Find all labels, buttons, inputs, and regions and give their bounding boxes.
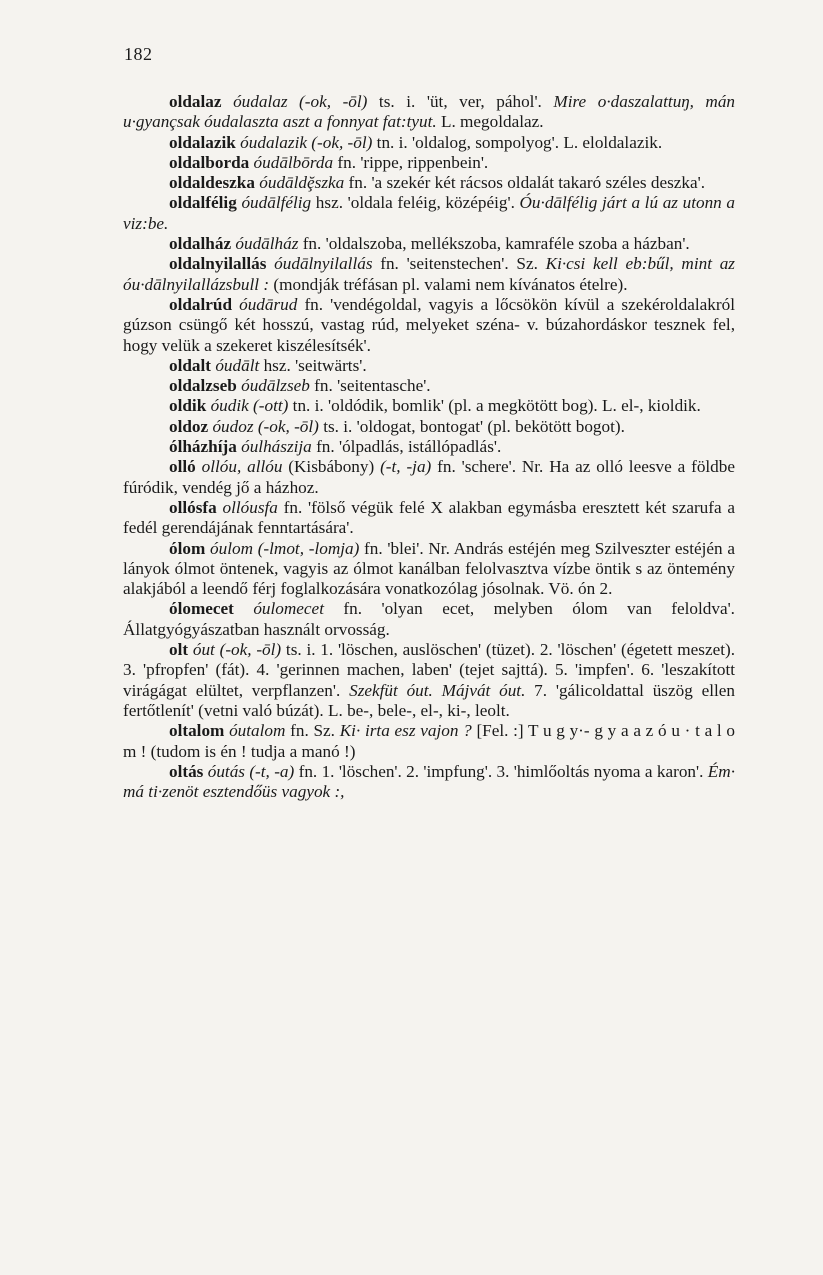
dictionary-entry (123, 640, 735, 721)
dictionary-entry (123, 417, 735, 437)
entry-definition: fn. 'oldalszoba, mellékszoba, kamraféle szoba a házban'. (298, 234, 690, 254)
entry-example: Mire o·daszalattuŋ, mán u·gyançsak óudalaszta aszt a fonnyat fat:tyut. (123, 92, 736, 132)
dictionary-entry (123, 234, 735, 254)
entry-example: Ém· má ti·zenöt esztendőüs vagyok :, (123, 761, 735, 802)
entry-definition: fn. 'rippe, rippenbein'. (333, 152, 489, 172)
dictionary-entry (123, 92, 735, 133)
entry-pronunciation: ollóu, allóu (195, 457, 283, 477)
dictionary-entry (123, 376, 735, 396)
entry-pronunciation: óudālbōrda (249, 152, 334, 172)
entry-headword: oldalaz (169, 92, 222, 111)
entry-pronunciation: óutás (-t, -a) (203, 761, 295, 781)
entry-definition: fn. 'blei'. Nr. András estéjén meg Szilveszter estéjén a lányok ólmot öntenek, vagyis az ólmot kanálban felolvasztva vízbe öntik s az öntemény alakjából a leendő férj foglalkozására vonatkozólag jósolnak. Vö. ón 2. (123, 538, 735, 599)
entry-definition: tn. i. 'oldódik, bomlik' (pl. a megkötött bog). L. el-, kioldik. (288, 396, 701, 416)
entry-headword: oldik (169, 396, 207, 416)
dictionary-entry (123, 173, 735, 193)
entry-headword: oltás (169, 761, 204, 781)
entry-pronunciation: óudālház (231, 234, 299, 254)
entry-definition: ts. i. 'oldogat, bontogat' (pl. bekötött bogot). (318, 416, 625, 436)
entry-pronunciation: óudālfélig (236, 193, 312, 213)
entry-definition: fn. 'vendégoldal, vagyis a lőcsökön kívül a szekéroldalakról gúzson csüngő két hosszú, vastag rúd, melyeket széna- v. búzahordáskor tesznek fel, hogy velük a szekeret kiszélesítsék'. (123, 294, 735, 355)
entry-pronunciation: óulhászija (236, 437, 312, 457)
dictionary-entry (123, 599, 735, 640)
entry-pronunciation: óulom (-lmot, -lomja) (205, 538, 360, 558)
entry-definition: tn. i. 'oldalog, sompolyog'. L. eloldalazik. (372, 132, 663, 152)
entry-headword: olló (169, 457, 196, 477)
entry-definition: fn. 'seitenstechen'. Sz. (372, 254, 546, 274)
dictionary-entry (123, 356, 735, 376)
entry-definition: hsz. 'seitwärts'. (259, 355, 367, 375)
entry-pronunciation: óutalom (224, 721, 286, 741)
entry-headword: oldoz (169, 416, 209, 436)
entry-headword: ólom (169, 538, 206, 558)
page-number: 182 (124, 44, 153, 64)
entry-note: [Fel. :] T u g y·- g y a a z ó u · t a l o m ! (tudom is én ! tudja a manó !) (123, 721, 735, 761)
dictionary-entry (123, 762, 735, 803)
entry-pronunciation: óudalaz (-ok, -ōl) (221, 92, 368, 111)
dictionary-entry (123, 396, 735, 416)
entry-definition: fn. 'ólpadlás, istállópadlás'. (311, 437, 502, 457)
entry-headword: oldalrúd (169, 294, 233, 314)
entry-example: (-t, -ja) (380, 457, 432, 477)
entry-example: Szekfüt óut. Májvát óut. (349, 680, 526, 700)
entry-headword: oldalnyilallás (169, 254, 267, 274)
entry-note: 7. 'gálicoldattal üszög ellen fertőtlenít' (vetni való búzát). L. be-, bele-, el-, ki-, leolt. (123, 680, 735, 720)
entry-pronunciation: óudik (-ott) (206, 396, 289, 416)
entry-definition: ts. i. 'üt, ver, páhol'. (367, 92, 554, 111)
dictionary-entry (123, 539, 735, 600)
dictionary-entry (123, 457, 735, 498)
entry-headword: oldalfélig (169, 193, 237, 213)
entry-headword: oldalt (169, 355, 212, 375)
dictionary-entry (123, 437, 735, 457)
entry-headword: ólomecet (169, 599, 234, 619)
entry-headword: olt (169, 640, 189, 660)
entry-pronunciation: óudāldḝszka (254, 173, 345, 193)
entry-headword: ólházhíja (169, 437, 237, 457)
entry-list (123, 92, 735, 802)
entry-definition: fn. 'fölső végük felé X alakban egymásba eresztett két szarufa a fedél gerendájának fenntartására'. (123, 497, 736, 538)
entry-note: fn. 'schere'. Nr. Ha az olló leesve a földbe fúródik, vendég jő a házhoz. (123, 457, 736, 497)
dictionary-entry (123, 721, 735, 762)
entry-headword: oldaldeszka (169, 173, 255, 193)
entry-definition: (Kisbábony) (282, 457, 381, 477)
entry-pronunciation: óudalazik (-ok, -ōl) (235, 132, 373, 152)
dictionary-entry (123, 133, 735, 153)
entry-headword: oldalborda (169, 152, 250, 172)
entry-definition: fn. 1. 'löschen'. 2. 'impfung'. 3. 'himlőoltás nyoma a karon'. (294, 761, 708, 781)
entry-pronunciation: óut (-ok, -ōl) (188, 640, 282, 660)
entry-pronunciation: óudālt (211, 355, 260, 375)
entry-pronunciation: óudārud (232, 294, 298, 314)
entry-definition: fn. 'seitentasche'. (309, 376, 431, 396)
entry-pronunciation: óudālzseb (236, 376, 310, 396)
dictionary-entry (123, 193, 735, 234)
entry-example: Ki· irta esz vajon ? (339, 721, 472, 741)
entry-pronunciation: ollóusfa (216, 497, 278, 517)
entry-pronunciation: óulomecet (233, 599, 324, 619)
entry-example: Óu·dālfélig járt a lú az utonn a viz:be. (123, 193, 736, 233)
entry-note: L. megoldalaz. (436, 112, 544, 132)
entry-headword: oltalom (169, 721, 225, 741)
dictionary-entry (123, 498, 735, 539)
entry-pronunciation: óudoz (-ok, -ōl) (208, 416, 319, 436)
entry-definition: fn. 'a szekér két rácsos oldalát takaró széles deszka'. (344, 173, 706, 193)
entry-definition: ts. i. 1. 'löschen, auslöschen' (tüzet). 2. 'löschen' (égetett meszet). 3. 'pfropfen' (fát). 4. 'gerinnen machen, laben' (tejet sajttá). 5. 'impfen'. 6. 'leszakított virágágat elültet, verpflanzen'. (123, 640, 735, 700)
dictionary-entry (123, 295, 735, 356)
dictionary-entry (123, 153, 735, 173)
entry-definition: fn. Sz. (285, 721, 340, 741)
entry-headword: oldalzseb (169, 376, 237, 396)
entry-note: (mondják tréfásan pl. valami nem kívánatos ételre). (269, 274, 628, 294)
entry-headword: oldalház (169, 234, 232, 254)
entry-example: Ki·csi kell eb:bűl, mint az óu·dālnyilallázsbull : (123, 254, 735, 294)
entry-definition: fn. 'olyan ecet, melyben ólom van feloldva'. Állatgyógyászatban használt orvosság. (123, 599, 735, 639)
entry-headword: oldalazik (169, 132, 236, 152)
entry-headword: ollósfa (169, 497, 217, 517)
entry-definition: hsz. 'oldala feléig, középéig'. (311, 193, 520, 213)
entry-pronunciation: óudālnyilallás (266, 254, 373, 274)
dictionary-entry (123, 254, 735, 295)
